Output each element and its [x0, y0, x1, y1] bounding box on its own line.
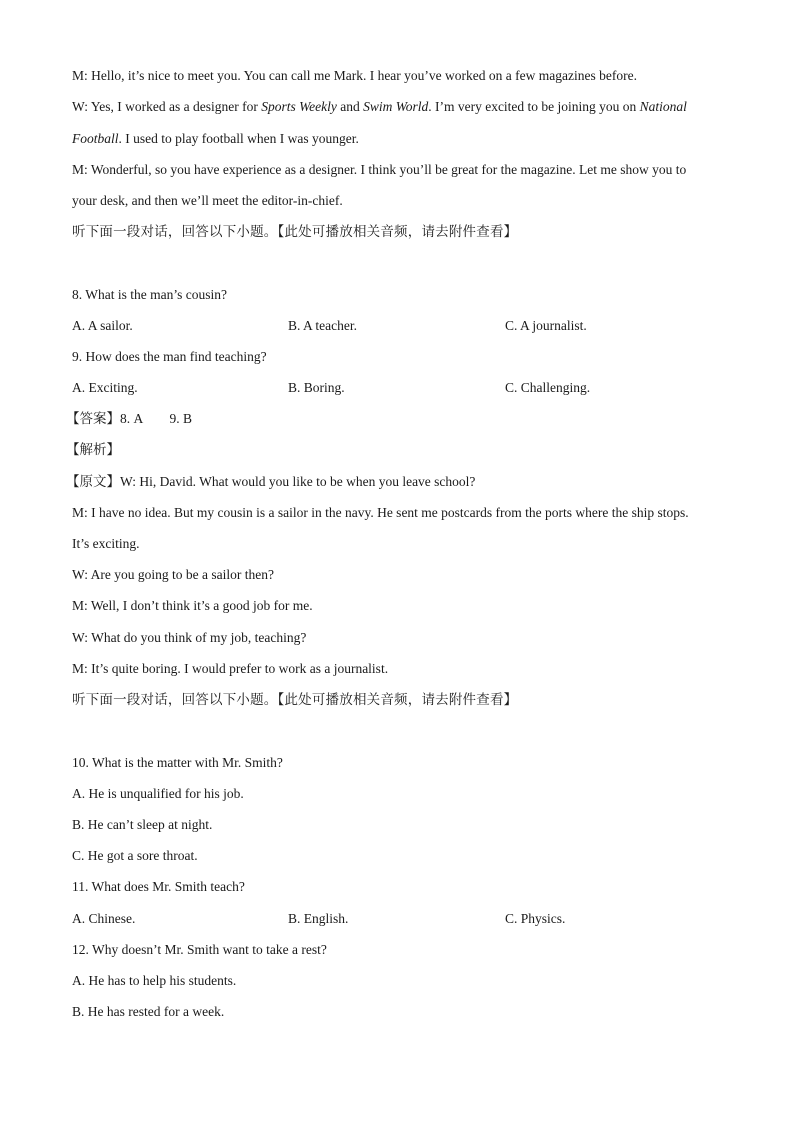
option-b: B. He has rested for a week.: [72, 1004, 225, 1019]
answer-line: [66, 410, 192, 428]
dialogue-line: M: Well, I don’t think it’s a good job for me.: [72, 598, 313, 613]
dialogue-line: [72, 130, 359, 148]
dialogue-line: It’s exciting.: [72, 536, 140, 551]
original-tag: 【原文】: [66, 474, 120, 490]
listening-instruction: 听下面一段对话，回答以下小题。【此处可播放相关音频，请去附件查看】: [72, 692, 518, 708]
question-stem: 8. What is the man’s cousin?: [72, 287, 227, 302]
answer-tag: 【答案】: [66, 411, 120, 427]
dialogue-line: W: What do you think of my job, teaching?: [72, 630, 307, 645]
question-stem: 11. What does Mr. Smith teach?: [72, 879, 245, 894]
option-c: C. Challenging.: [505, 380, 591, 395]
option-b: B. A teacher.: [288, 318, 357, 333]
option-c: C. Physics.: [505, 911, 566, 926]
dialogue-line: M: I have no idea. But my cousin is a sailor in the navy. He sent me postcards from the ports where the ship stops.: [72, 505, 689, 520]
magazine-title: Sports Weekly: [261, 99, 337, 114]
option-c: C. He got a sore throat.: [72, 848, 198, 863]
question-stem: 12. Why doesn’t Mr. Smith want to take a rest?: [72, 942, 327, 957]
option-c: C. A journalist.: [505, 318, 587, 333]
dialogue-line: M: It’s quite boring. I would prefer to work as a journalist.: [72, 661, 389, 676]
dialogue-line: M: Wonderful, so you have experience as a designer. I think you’ll be great for the magazine. Let me show you to: [72, 162, 687, 177]
text-segment: . I’m very excited to be joining you on: [428, 99, 640, 114]
option-a: A. Exciting.: [72, 380, 138, 395]
dialogue-line: M: Hello, it’s nice to meet you. You can call me Mark. I hear you’ve worked on a few magazines before.: [72, 68, 637, 83]
magazine-title: National: [639, 99, 687, 114]
text-segment: and: [336, 99, 364, 114]
question-stem: 9. How does the man find teaching?: [72, 349, 267, 364]
option-a: A. He has to help his students.: [72, 973, 237, 988]
analysis-tag: 【解析】: [66, 442, 120, 458]
option-a: A. Chinese.: [72, 911, 136, 926]
magazine-title: Football: [72, 131, 119, 146]
dialogue-line: [72, 98, 687, 116]
dialogue-text: W: Hi, David. What would you like to be when you leave school?: [120, 474, 476, 489]
option-a: A. He is unqualified for his job.: [72, 786, 244, 801]
option-a: A. A sailor.: [72, 318, 133, 333]
answer-text: 8. A 9. B: [120, 411, 193, 426]
option-b: B. He can’t sleep at night.: [72, 817, 213, 832]
magazine-title: Swim World: [363, 99, 429, 114]
option-b: B. Boring.: [288, 380, 345, 395]
text-segment: . I used to play football when I was younger.: [118, 131, 359, 146]
text-segment: W: Yes, I worked as a designer for: [72, 99, 262, 114]
dialogue-line: W: Are you going to be a sailor then?: [72, 567, 274, 582]
dialogue-line: your desk, and then we’ll meet the editor-in-chief.: [72, 193, 343, 208]
original-line: [66, 473, 475, 491]
option-b: B. English.: [288, 911, 349, 926]
listening-instruction: 听下面一段对话，回答以下小题。【此处可播放相关音频，请去附件查看】: [72, 224, 518, 240]
question-stem: 10. What is the matter with Mr. Smith?: [72, 755, 283, 770]
